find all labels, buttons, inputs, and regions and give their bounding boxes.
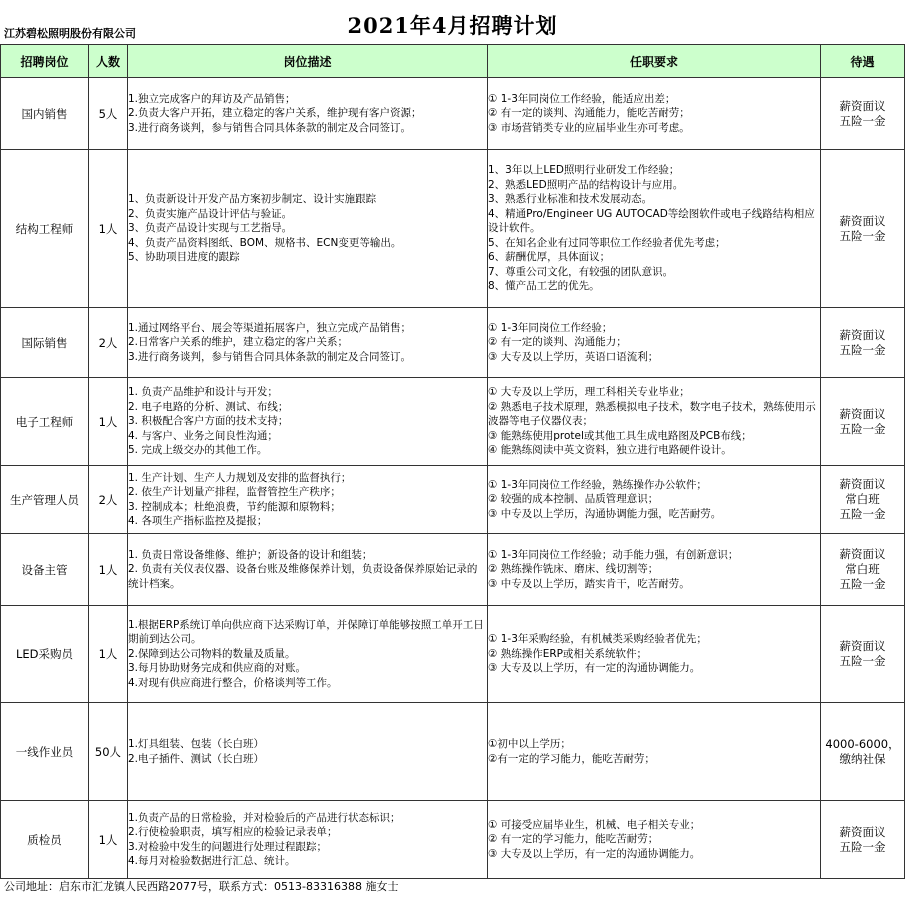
description-line: 2.负责大客户开拓，建立稳定的客户关系，维护现有客户资源； [128, 107, 422, 120]
table-row [1, 606, 905, 703]
benefit-line: 五险一金 [839, 113, 886, 128]
description-line: 1. 负责产品维护和设计与开发； [128, 386, 278, 399]
table-row [1, 466, 905, 534]
benefit-line: 薪资面议 [839, 213, 886, 228]
requirement-line: ③ 大专及以上学历，英语口语流利； [488, 350, 659, 363]
headcount-cell: 1人 [89, 606, 128, 703]
position-cell: 质检员 [1, 801, 89, 879]
table-row [1, 378, 905, 466]
headcount-cell: 2人 [89, 308, 128, 378]
benefit-line: 薪资面议 [839, 406, 886, 421]
requirement-line: ① 1-3年同岗位工作经验；动手能力强，有创新意识； [488, 548, 739, 561]
company-name: 江苏碧松照明股份有限公司 [4, 27, 136, 40]
position-cell: 国内销售 [1, 78, 89, 150]
position-cell: LED采购员 [1, 606, 89, 703]
requirement-line: 2、熟悉LED照明产品的结构设计与应用。 [488, 178, 684, 191]
description-line: 2.行使检验职责，填写相应的检验记录表单； [128, 826, 338, 838]
benefits-cell [821, 150, 905, 308]
description-line: 3.进行商务谈判，参与销售合同具体条款的制定及合同签订。 [128, 121, 412, 134]
table-row [1, 703, 905, 801]
description-line: 3. 控制成本；杜绝浪费，节约能源和原物料； [128, 500, 341, 513]
description-line: 1.灯具组装、包装（长白班） [128, 738, 265, 750]
requirement-line: ①初中以上学历； [488, 738, 571, 750]
requirements-cell [488, 703, 821, 801]
requirements-cell [488, 378, 821, 466]
benefit-line: 五险一金 [839, 507, 886, 521]
benefits-cell [821, 466, 905, 534]
description-line: 4. 各项生产指标监控及提报； [128, 515, 268, 527]
table-row [1, 78, 905, 150]
requirement-line: ① 大专及以上学历，理工科相关专业毕业； [488, 386, 690, 399]
requirement-line: 8、懂产品工艺的优先。 [488, 280, 600, 293]
requirement-line: ③ 能熟练使用protel或其他工具生成电路图及PCB布线； [488, 429, 752, 442]
requirement-line: 7、尊重公司文化，有较强的团队意识。 [488, 265, 674, 278]
description-cell [128, 534, 488, 606]
requirement-line: ②有一定的学习能力，能吃苦耐劳； [488, 752, 655, 765]
requirements-cell [488, 150, 821, 308]
description-line: 4.每月对检验数据进行汇总、统计。 [128, 855, 296, 867]
position-cell: 一线作业员 [1, 703, 89, 801]
headcount-cell: 1人 [89, 801, 128, 879]
headcount-cell: 1人 [89, 150, 128, 308]
requirements-cell [488, 78, 821, 150]
position-cell: 电子工程师 [1, 378, 89, 466]
description-line: 1. 负责日常设备维修、维护；新设备的设计和组装； [128, 548, 373, 561]
description-line: 4.对现有供应商进行整合，价格谈判等工作。 [128, 676, 338, 689]
position-cell: 生产管理人员 [1, 466, 89, 534]
position-cell: 结构工程师 [1, 150, 89, 308]
column-header-requirements: 任职要求 [488, 45, 821, 78]
footer-contact: 公司地址：启东市汇龙镇人民西路2077号，联系方式：0513-83316388 施女士 [4, 880, 399, 893]
benefit-line: 薪资面议 [839, 824, 886, 839]
description-cell [128, 606, 488, 703]
benefits-cell [821, 78, 905, 150]
table-header-row [1, 45, 905, 78]
description-cell [128, 801, 488, 879]
benefit-line: 五险一金 [839, 342, 886, 357]
requirement-line: 1、3年以上LED照明行业研发工作经验； [488, 164, 680, 177]
benefit-line: 薪资面议 [839, 327, 886, 342]
description-line: 5. 完成上级交办的其他工作。 [128, 444, 268, 457]
description-line: 1.根据ERP系统订单向供应商下达采购订单，并保障订单能够按照工单开工日期前到达公司。 [128, 618, 484, 646]
requirement-line: ③ 中专及以上学历，踏实肯干，吃苦耐劳。 [488, 577, 690, 590]
recruitment-table [0, 44, 905, 879]
benefit-line: 缴纳社保 [839, 751, 886, 766]
description-line: 2.保障到达公司物料的数量及质量。 [128, 647, 296, 660]
position-cell: 设备主管 [1, 534, 89, 606]
description-line: 3.每月协助财务完成和供应商的对账。 [128, 662, 307, 675]
benefits-cell [821, 703, 905, 801]
benefits-cell [821, 534, 905, 606]
description-line: 4、负责产品资料图纸、BOM、规格书、ECN变更等输出。 [128, 236, 402, 249]
description-line: 3.对检验中发生的问题进行处理过程跟踪； [128, 840, 328, 853]
description-cell [128, 78, 488, 150]
requirement-line: ③ 中专及以上学历，沟通协调能力强，吃苦耐劳。 [488, 507, 722, 520]
table-body [1, 78, 905, 879]
benefits-cell [821, 308, 905, 378]
table-row [1, 801, 905, 879]
requirements-cell [488, 801, 821, 879]
requirement-line: ③ 大专及以上学历，有一定的沟通协调能力。 [488, 847, 701, 860]
description-line: 2. 电子电路的分析、测试、布线； [128, 400, 289, 413]
column-header-description: 岗位描述 [128, 45, 488, 78]
benefit-line: 常白班 [845, 492, 880, 506]
description-cell [128, 308, 488, 378]
description-line: 2.电子插件、测试（长白班） [128, 752, 265, 765]
requirement-line: ② 熟悉电子技术原理，熟悉模拟电子技术，数字电子技术，熟练使用示波器等电子仪器仪表； [488, 400, 816, 428]
position-cell: 国际销售 [1, 308, 89, 378]
table-row [1, 150, 905, 308]
description-line: 4. 与客户、业务之间良性沟通； [128, 429, 278, 442]
benefit-line: 五险一金 [839, 577, 886, 591]
document-title: 2021年4月招聘计划 [347, 13, 558, 38]
requirements-cell [488, 606, 821, 703]
description-line: 2.日常客户关系的维护，建立稳定的客户关系； [128, 336, 349, 349]
description-line: 1.负责产品的日常检验，并对检验后的产品进行状态标识； [128, 811, 401, 824]
description-line: 1.通过网络平台、展会等渠道拓展客户，独立完成产品销售； [128, 321, 412, 334]
headcount-cell: 5人 [89, 78, 128, 150]
requirement-line: 5、在知名企业有过同等职位工作经验者优先考虑； [488, 236, 726, 249]
requirement-line: ② 熟练操作ERP或相关系统软件； [488, 647, 648, 660]
benefit-line: 五险一金 [839, 839, 886, 854]
table-row [1, 308, 905, 378]
requirements-cell [488, 534, 821, 606]
requirements-cell [488, 466, 821, 534]
requirement-line: ② 较强的成本控制、品质管理意识； [488, 493, 659, 506]
benefits-cell [821, 801, 905, 879]
requirement-line: ② 有一定的谈判、沟通能力，能吃苦耐劳； [488, 107, 690, 120]
requirement-line: ③ 市场营销类专业的应届毕业生亦可考虑。 [488, 121, 690, 134]
benefit-line: 五险一金 [839, 228, 886, 243]
description-line: 1.独立完成客户的拜访及产品销售； [128, 92, 296, 105]
benefit-line: 五险一金 [839, 421, 886, 436]
benefit-line: 薪资面议 [839, 639, 886, 653]
benefit-line: 4000-6000， [825, 736, 900, 751]
headcount-cell: 1人 [89, 378, 128, 466]
description-line: 2、负责实施产品设计评估与验证。 [128, 207, 293, 220]
description-cell [128, 150, 488, 308]
description-line: 2. 负责有关仪表仪器、设备台账及维修保养计划，负责设备保养原始记录的统计档案。 [128, 563, 478, 590]
headcount-cell: 2人 [89, 466, 128, 534]
description-line: 2. 依生产计划量产排程，监督管控生产秩序； [128, 486, 341, 498]
requirement-line: ① 1-3年同岗位工作经验； [488, 321, 613, 334]
description-line: 1. 生产计划、生产人力规划及安排的监督执行； [128, 471, 352, 484]
description-line: 5、协助项目进度的跟踪 [128, 251, 240, 264]
requirements-cell [488, 308, 821, 378]
requirement-line: ① 可接受应届毕业生，机械、电子相关专业； [488, 818, 701, 831]
benefits-cell [821, 378, 905, 466]
requirement-line: ① 1-3年同岗位工作经验，熟练操作办公软件； [488, 478, 707, 491]
requirement-line: 4、精通Pro/Engineer UG AUTOCAD等绘图软件或电子线路结构相应设计软件。 [488, 207, 815, 235]
benefit-line: 常白班 [845, 562, 880, 576]
benefits-cell [821, 606, 905, 703]
benefit-line: 薪资面议 [839, 477, 886, 491]
description-line: 3. 积极配合客户方面的技术支持； [128, 415, 289, 428]
column-header-count: 人数 [89, 45, 128, 78]
benefit-line: 五险一金 [839, 654, 886, 668]
requirement-line: ① 1-3年同岗位工作经验，能适应出差； [488, 92, 676, 105]
description-line: 3.进行商务谈判，参与销售合同具体条款的制定及合同签订。 [128, 350, 412, 363]
headcount-cell: 1人 [89, 534, 128, 606]
description-cell [128, 703, 488, 801]
column-header-position: 招聘岗位 [1, 45, 89, 78]
column-header-benefits: 待遇 [821, 45, 905, 78]
requirement-line: 3、熟悉行业标准和技术发展动态。 [488, 193, 653, 206]
requirement-line: ① 1-3年采购经验，有机械类采购经验者优先； [488, 633, 707, 646]
headcount-cell: 50人 [89, 703, 128, 801]
requirement-line: ④ 能熟练阅读中英文资料，独立进行电路硬件设计。 [488, 444, 732, 457]
requirement-line: ② 有一定的学习能力，能吃苦耐劳； [488, 833, 659, 846]
benefit-line: 薪资面议 [839, 98, 886, 113]
requirement-line: 6、薪酬优厚，具体面议； [488, 251, 611, 264]
description-line: 1、负责新设计开发产品方案初步制定、设计实施跟踪 [128, 193, 377, 206]
table-row [1, 534, 905, 606]
requirement-line: ③ 大专及以上学历，有一定的沟通协调能力。 [488, 662, 701, 675]
benefit-line: 薪资面议 [839, 547, 886, 561]
requirement-line: ② 熟练操作铣床、磨床、线切割等； [488, 563, 659, 576]
requirement-line: ② 有一定的谈判、沟通能力； [488, 336, 627, 349]
description-line: 3、负责产品设计实现与工艺指导。 [128, 222, 293, 235]
description-cell [128, 466, 488, 534]
description-cell [128, 378, 488, 466]
